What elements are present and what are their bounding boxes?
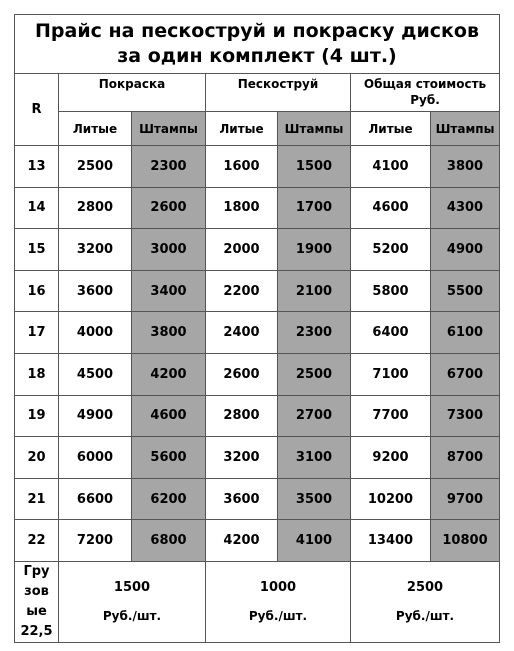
price-cell-painting-cast: 3600 [59,270,132,312]
sub-header-cast: Литые [351,112,431,146]
group-header-row [15,74,500,112]
price-cell-painting-stamped: 3800 [132,312,206,354]
price-cell-sandblasting-stamped: 1500 [278,146,351,188]
price-cell-sandblasting-cast: 2600 [206,353,278,395]
price-cell-sandblasting-stamped: 2700 [278,395,351,437]
rim-size-cell: 18 [15,353,59,395]
table-row [15,312,500,354]
sub-header-stamped: Штампы [132,112,206,146]
table-row [15,478,500,520]
price-cell-total-cast: 13400 [351,520,431,562]
freight-label [15,561,59,642]
freight-total-cell [351,561,500,642]
table-row [15,520,500,562]
price-cell-painting-stamped: 2600 [132,187,206,229]
rim-size-cell: 22 [15,520,59,562]
price-cell-painting-cast: 4000 [59,312,132,354]
price-cell-painting-stamped: 6800 [132,520,206,562]
price-cell-sandblasting-cast: 1800 [206,187,278,229]
rim-size-cell: 17 [15,312,59,354]
freight-label-line: ые [26,603,47,619]
sub-header-cast: Литые [59,112,132,146]
price-cell-total-stamped: 6100 [431,312,500,354]
price-cell-sandblasting-cast: 1600 [206,146,278,188]
price-cell-sandblasting-cast: 3600 [206,478,278,520]
price-cell-sandblasting-cast: 2800 [206,395,278,437]
sub-header-row [15,112,500,146]
price-cell-total-cast: 10200 [351,478,431,520]
freight-row [15,561,500,642]
price-cell-sandblasting-cast: 3200 [206,437,278,479]
freight-painting-price: 1500 [113,580,151,596]
title-line-2: за один комплект (4 шт.) [117,45,397,67]
price-cell-total-stamped: 8700 [431,437,500,479]
price-cell-sandblasting-stamped: 3100 [278,437,351,479]
price-cell-total-stamped: 7300 [431,395,500,437]
freight-label-line: Гру [23,563,50,579]
price-sheet [14,14,500,643]
freight-sandblasting-unit: Руб./шт. [248,609,308,624]
price-cell-total-cast: 4100 [351,146,431,188]
price-cell-sandblasting-cast: 2000 [206,229,278,271]
rim-size-cell: 21 [15,478,59,520]
table-row [15,437,500,479]
price-cell-total-cast: 5200 [351,229,431,271]
price-cell-total-cast: 4600 [351,187,431,229]
price-cell-painting-cast: 4900 [59,395,132,437]
group-header-total: Общая стоимость Руб. [351,74,500,112]
sub-header-cast: Литые [206,112,278,146]
rim-size-cell: 19 [15,395,59,437]
r-header: R [15,74,59,146]
freight-sandblasting-cell [206,561,351,642]
freight-sandblasting-price: 1000 [259,580,297,596]
rim-size-cell: 14 [15,187,59,229]
price-table [14,14,500,643]
group-header-sandblasting: Пескоструй [206,74,351,112]
freight-label-line: 22,5 [20,623,53,639]
price-cell-painting-stamped: 2300 [132,146,206,188]
price-cell-sandblasting-cast: 4200 [206,520,278,562]
price-cell-total-stamped: 4300 [431,187,500,229]
price-rows [15,146,500,562]
price-title [15,15,500,74]
price-cell-total-stamped: 6700 [431,353,500,395]
price-cell-painting-cast: 2800 [59,187,132,229]
price-cell-total-stamped: 10800 [431,520,500,562]
rim-size-cell: 20 [15,437,59,479]
price-cell-painting-cast: 2500 [59,146,132,188]
group-header-painting: Покраска [59,74,206,112]
price-cell-total-cast: 7700 [351,395,431,437]
price-cell-painting-stamped: 4200 [132,353,206,395]
table-row [15,229,500,271]
price-cell-painting-cast: 6600 [59,478,132,520]
table-row [15,187,500,229]
price-cell-total-stamped: 4900 [431,229,500,271]
price-cell-painting-stamped: 5600 [132,437,206,479]
price-cell-sandblasting-cast: 2200 [206,270,278,312]
price-cell-painting-stamped: 6200 [132,478,206,520]
rim-size-cell: 13 [15,146,59,188]
price-cell-total-stamped: 9700 [431,478,500,520]
price-cell-total-stamped: 5500 [431,270,500,312]
price-cell-sandblasting-cast: 2400 [206,312,278,354]
price-cell-sandblasting-stamped: 2300 [278,312,351,354]
price-cell-sandblasting-stamped: 1700 [278,187,351,229]
sub-header-stamped: Штампы [431,112,500,146]
price-cell-total-cast: 9200 [351,437,431,479]
freight-label-line: зов [24,583,49,599]
price-cell-total-cast: 5800 [351,270,431,312]
title-line-1: Прайс на пескоструй и покраску дисков [35,20,479,42]
freight-painting-unit: Руб./шт. [102,609,162,624]
price-cell-total-cast: 7100 [351,353,431,395]
price-cell-painting-stamped: 3400 [132,270,206,312]
rim-size-cell: 16 [15,270,59,312]
price-cell-painting-stamped: 3000 [132,229,206,271]
price-cell-painting-cast: 4500 [59,353,132,395]
price-cell-sandblasting-stamped: 2100 [278,270,351,312]
table-row [15,353,500,395]
rim-size-cell: 15 [15,229,59,271]
price-cell-sandblasting-stamped: 2500 [278,353,351,395]
price-cell-painting-cast: 3200 [59,229,132,271]
table-row [15,395,500,437]
price-cell-painting-stamped: 4600 [132,395,206,437]
price-cell-sandblasting-stamped: 4100 [278,520,351,562]
price-cell-sandblasting-stamped: 3500 [278,478,351,520]
price-cell-total-stamped: 3800 [431,146,500,188]
freight-total-unit: Руб./шт. [395,609,455,624]
freight-total-price: 2500 [406,580,444,596]
title-row [15,15,500,74]
price-cell-painting-cast: 6000 [59,437,132,479]
price-cell-total-cast: 6400 [351,312,431,354]
table-row [15,146,500,188]
price-cell-sandblasting-stamped: 1900 [278,229,351,271]
table-row [15,270,500,312]
sub-header-stamped: Штампы [278,112,351,146]
price-cell-painting-cast: 7200 [59,520,132,562]
freight-painting-cell [59,561,206,642]
